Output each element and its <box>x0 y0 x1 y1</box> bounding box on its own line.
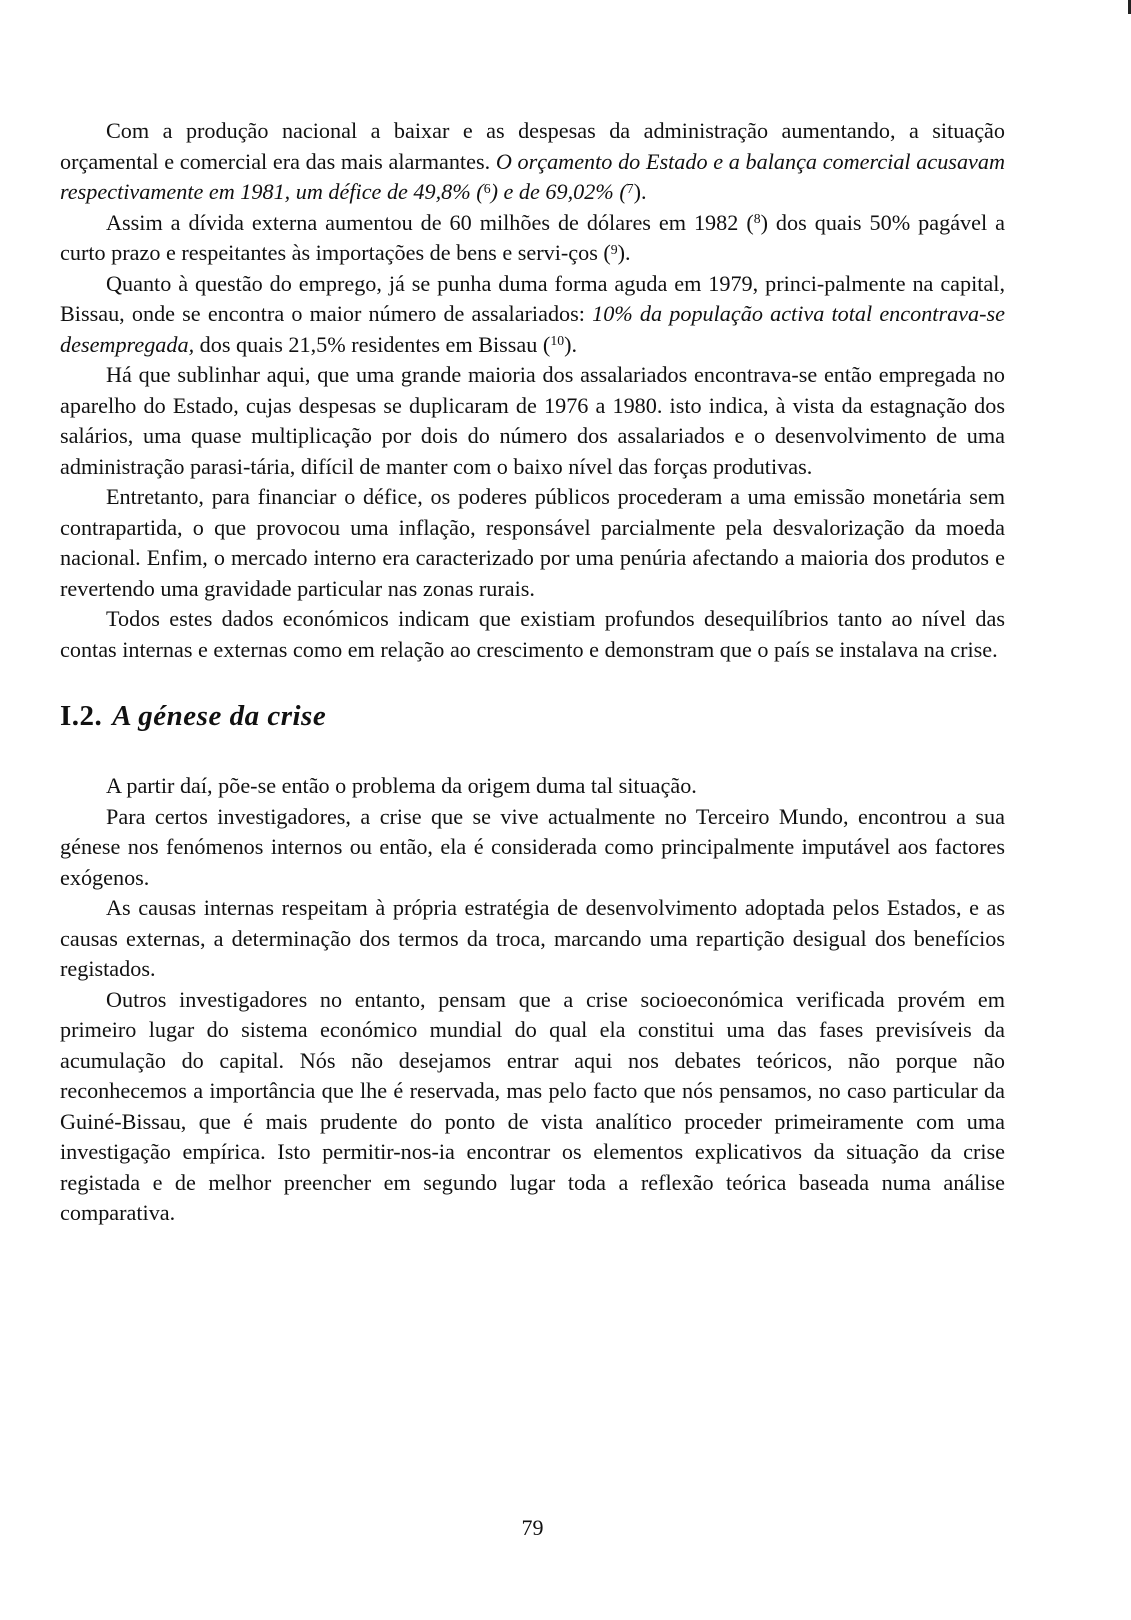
page-number <box>0 1515 1131 1541</box>
italic-emphasis: O orçamento do Estado e a balança comercial acusavam respectivamente em 1981, um défice de 49,8% ( <box>60 148 1006 204</box>
footnote-ref: 10 <box>550 333 565 349</box>
paragraph-text: ). <box>564 331 577 357</box>
document-body <box>60 116 1005 1229</box>
footnote-ref: 7 <box>626 180 634 196</box>
paragraph-budget-situation <box>60 116 1005 208</box>
paragraph-text: ) dos quais 50% pagável a curto prazo e respeitantes às importações de bens e servi-ços ( <box>60 209 1005 265</box>
section-title: A génese da crise <box>112 700 327 732</box>
paragraph-text: dos quais 21,5% residentes em Bissau ( <box>194 331 551 357</box>
footnote-ref: 9 <box>610 241 618 257</box>
footnote-ref: 6 <box>483 180 491 196</box>
paragraph-text: Com a produção nacional a baixar e as despesas da administração aumentando, a situação orçamental e comercial era das mais alarmantes. <box>60 118 1005 174</box>
paragraph-other-researchers: Outros investigadores no entanto, pensam que a crise socioeconómica verificada provém em primeiro lugar do sistema económico mundial do qual ela constitui uma das fases previsíveis da acumulação do capital. Nós não desejamos entrar aqui nos debates teóricos, não porque não reconhecemos a importância que lhe é reservada, mas pelo facto que nós pensamos, no caso particular da Guiné-Bissau, que é mais prudente do ponto de vista analítico proceder primeiramente com uma investigação empírica. Isto permitir-nos-ia encontrar os elementos explicativos da situação da crise registada e de melhor preencher em segundo lugar toda a reflexão teórica baseada numa análise comparativa. <box>60 986 1005 1225</box>
footnote-ref: 8 <box>753 211 761 227</box>
paragraph-text: Assim a dívida externa aumentou de 60 milhões de dólares em 1982 ( <box>106 209 754 235</box>
paragraph-employment <box>60 269 1005 361</box>
paragraph-text: ). <box>617 240 631 265</box>
paragraph-origin-question: A partir daí, põe-se então o problema da origem duma tal situação. <box>106 773 697 798</box>
paragraph-internal-external: Para certos investigadores, a crise que se vive actualmente no Terceiro Mundo, encontrou a sua génese nos fenómenos internos ou então, ela é considerada como principalmente imputável aos factores exógenos. <box>60 803 1005 890</box>
paragraph-inflation: Entretanto, para financiar o défice, os poderes públicos procederam a uma emissão monetária sem contrapartida, o que provocou uma inflação, responsável parcialmente pela desvalorização da moeda nacional. Enfim, o mercado interno era caracterizado por uma penúria afectando a maioria dos produtos e revertendo uma gravidade particular nas zonas rurais. <box>60 484 1005 601</box>
paragraph-imbalances: Todos estes dados económicos indicam que existiam profundos desequilíbrios tanto ao nível das contas internas e externas como em relação ao crescimento e demonstram que o país se instalava na crise. <box>60 606 1005 662</box>
page-number-text: 79 <box>521 1515 544 1540</box>
italic-emphasis: ) e de 69,02% ( <box>490 179 627 204</box>
paragraph-text: Quanto à questão do emprego, já se punha duma forma aguda em 1979, princi-palmente na capital, Bissau, onde se encontra o maior número de assalariados: <box>60 270 1005 326</box>
paragraph-state-employees: Há que sublinhar aqui, que uma grande maioria dos assalariados encontrava-se então empregada no aparelho do Estado, cujas despesas se duplicaram de 1976 a 1980. isto indica, à vista da estagnação dos salários, uma quase multiplicação por dois do número dos assalariados e o desenvolvimento de uma administração parasi-tária, difícil de manter com o baixo nível das forças produtivas. <box>60 362 1005 479</box>
italic-emphasis: 10% da população activa total encontrava-se desempregada, <box>60 301 1005 357</box>
paragraph-causes: As causas internas respeitam à própria estratégia de desenvolvimento adoptada pelos Estados, e as causas externas, a determinação dos termos da troca, marcando uma repartição desigual dos benefícios registados. <box>60 895 1005 981</box>
section-heading <box>60 699 1005 733</box>
paragraph-external-debt <box>60 208 1005 269</box>
paragraph-text: ). <box>633 179 647 204</box>
section-number: I.2. <box>60 700 103 732</box>
